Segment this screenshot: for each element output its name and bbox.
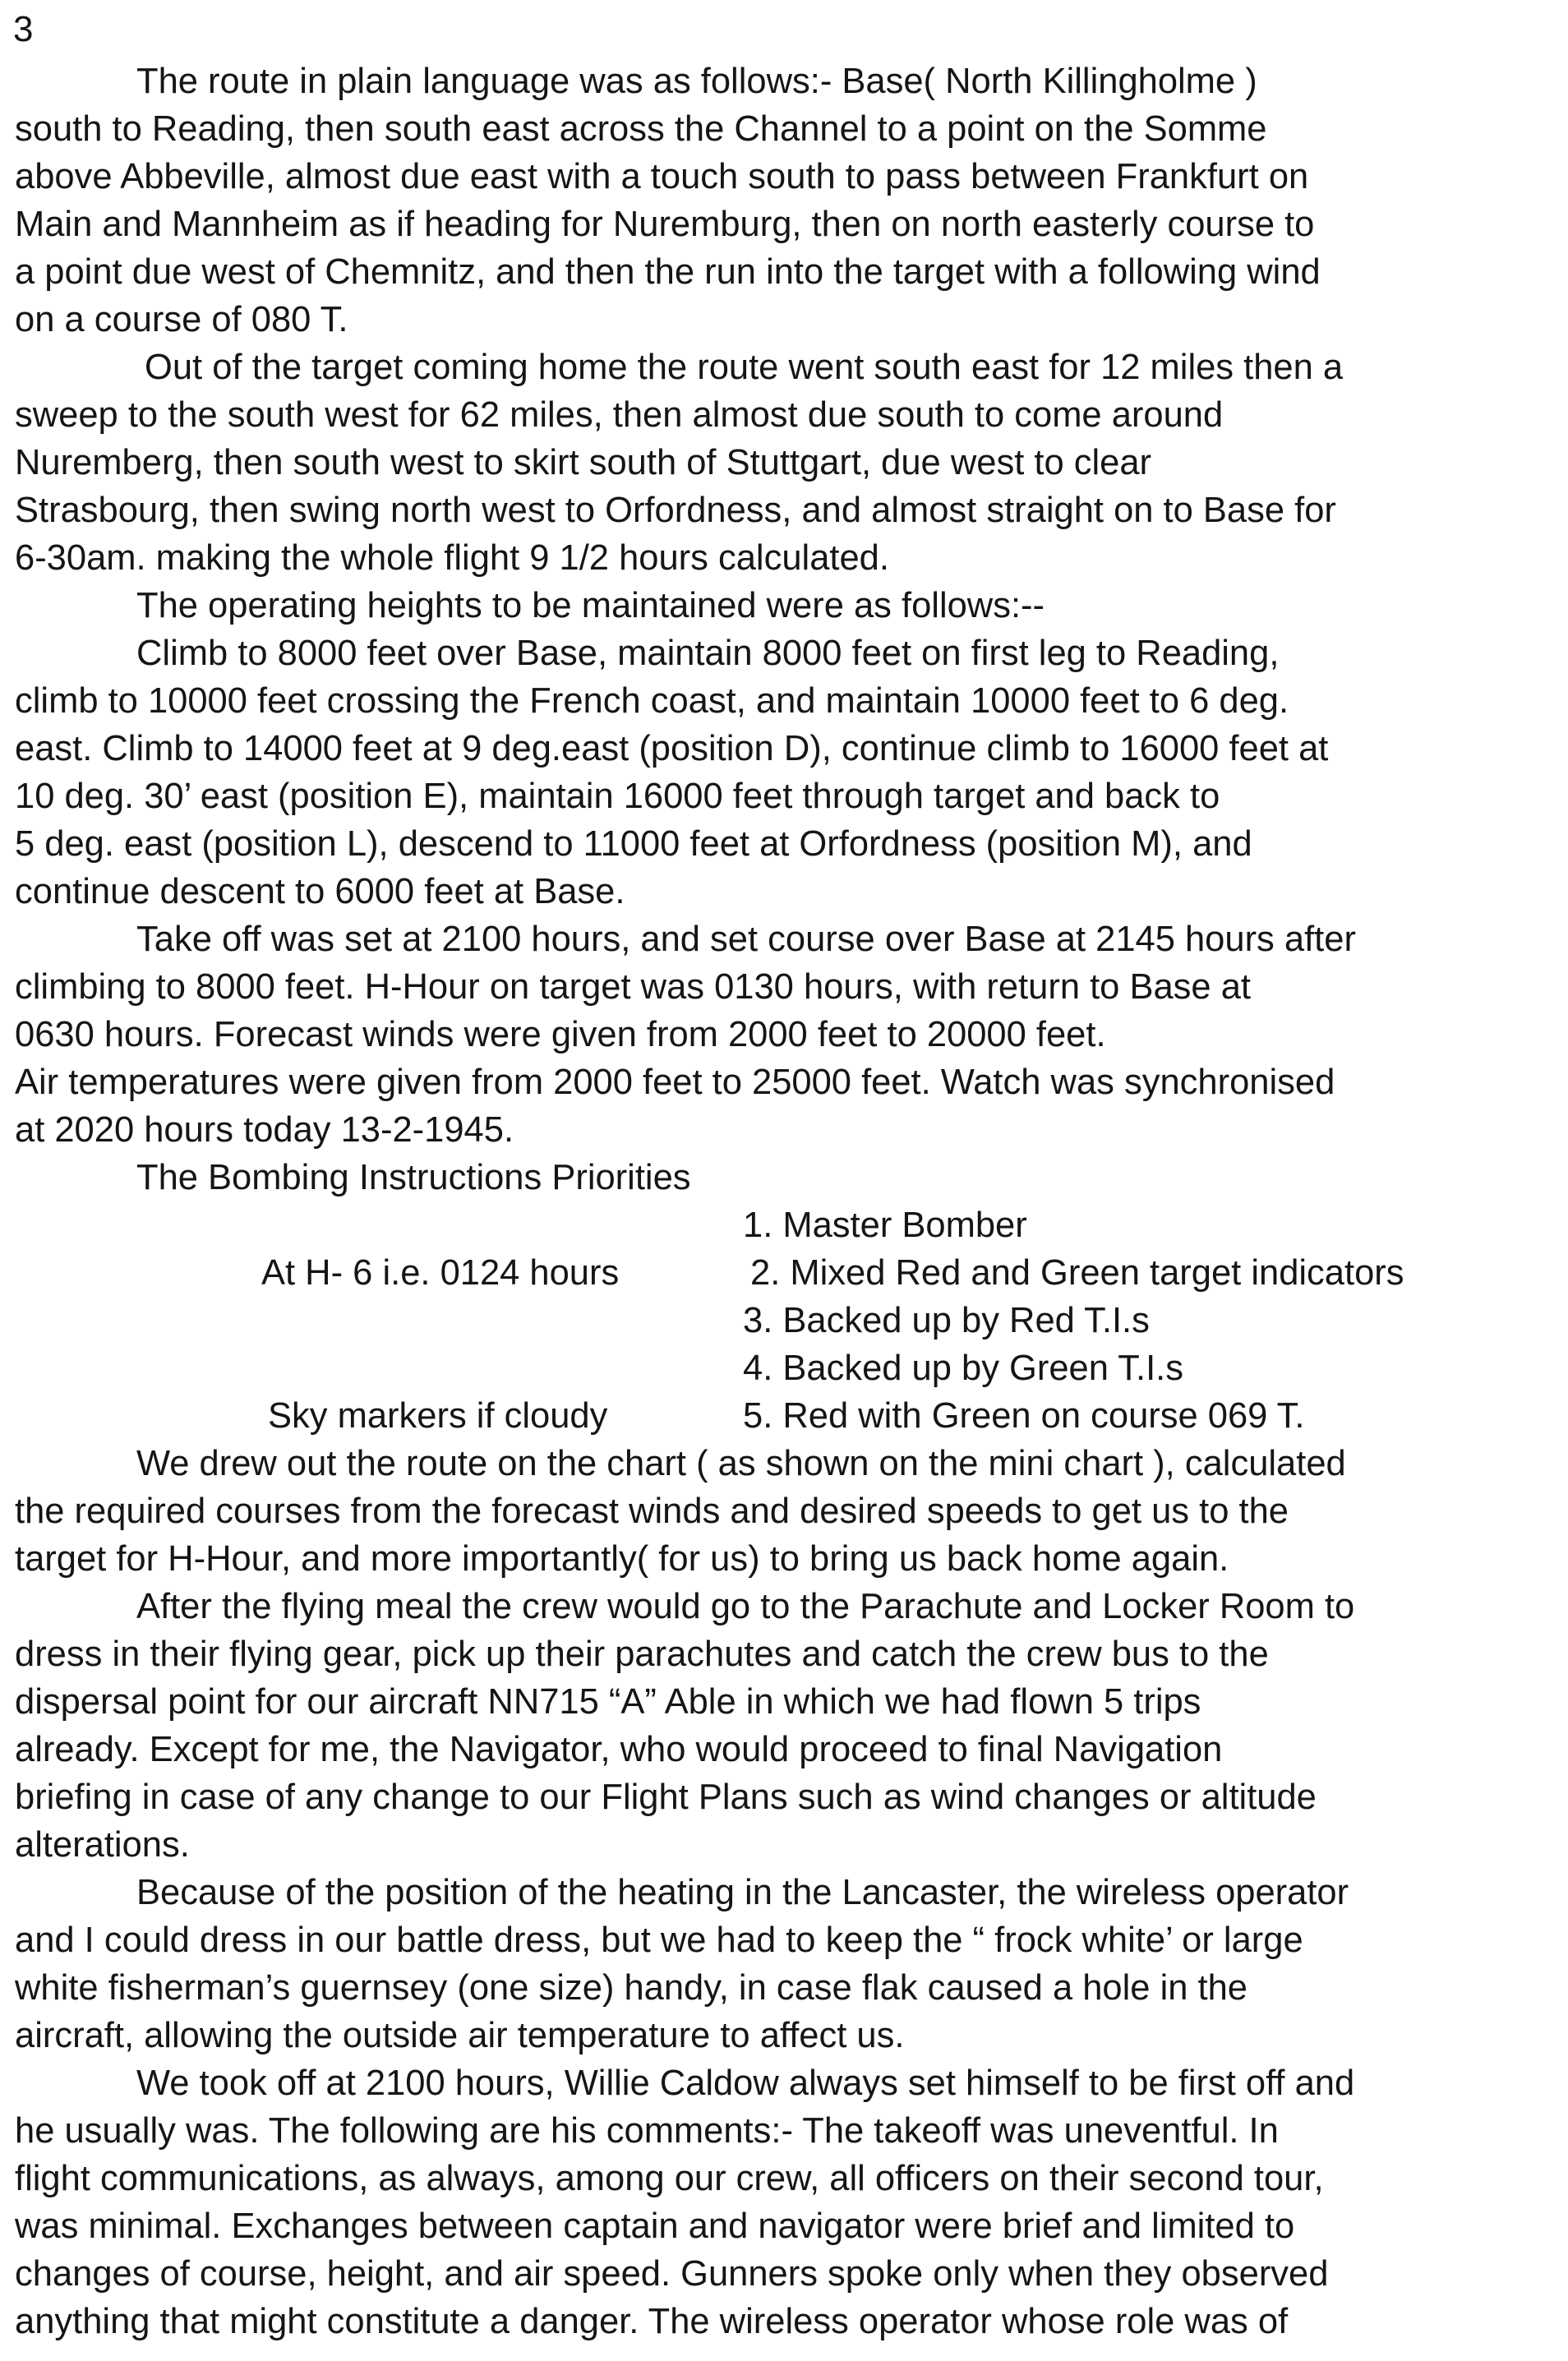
- text-line: the required courses from the forecast winds and desired speeds to get us to the: [15, 1492, 1289, 1531]
- text-line: briefing in case of any change to our Flight Plans such as wind changes or altitude: [15, 1778, 1317, 1817]
- text-line: flight communications, as always, among our crew, all officers on their second tour,: [15, 2159, 1324, 2198]
- priority-item: 3. Backed up by Red T.I.s: [743, 1301, 1150, 1340]
- text-line: climbing to 8000 feet. H-Hour on target was 0130 hours, with return to Base at: [15, 967, 1251, 1007]
- text-line: The route in plain language was as follows:- Base( North Killingholme ): [136, 62, 1257, 101]
- text-line: target for H-Hour, and more importantly( for us) to bring us back home again.: [15, 1539, 1229, 1579]
- text-line: We drew out the route on the chart ( as shown on the mini chart ), calculated: [136, 1444, 1346, 1483]
- text-line: sweep to the south west for 62 miles, then almost due south to come around: [15, 395, 1224, 435]
- text-line: Air temperatures were given from 2000 feet to 25000 feet. Watch was synchronised: [15, 1063, 1335, 1102]
- text-line: The operating heights to be maintained were as follows:--: [136, 586, 1045, 625]
- text-line: was minimal. Exchanges between captain and navigator were brief and limited to: [15, 2207, 1295, 2246]
- priority-item: 5. Red with Green on course 069 T.: [743, 1396, 1305, 1436]
- text-line: dress in their flying gear, pick up their parachutes and catch the crew bus to the: [15, 1635, 1269, 1674]
- text-line: Take off was set at 2100 hours, and set course over Base at 2145 hours after: [136, 920, 1356, 959]
- text-line: We took off at 2100 hours, Willie Caldow always set himself to be first off and: [136, 2064, 1355, 2103]
- text-line: 0630 hours. Forecast winds were given from 2000 feet to 20000 feet.: [15, 1015, 1106, 1054]
- text-line: Climb to 8000 feet over Base, maintain 8000 feet on first leg to Reading,: [136, 634, 1280, 673]
- text-line: 5 deg. east (position L), descend to 11000 feet at Orfordness (position M), and: [15, 824, 1252, 864]
- priority-item: 2. Mixed Red and Green target indicators: [750, 1253, 1404, 1293]
- text-line: 6-30am. making the whole flight 9 1/2 hours calculated.: [15, 538, 889, 578]
- text-line: Nuremberg, then south west to skirt south of Stuttgart, due west to clear: [15, 443, 1152, 482]
- text-line: he usually was. The following are his comments:- The takeoff was uneventful. In: [15, 2111, 1279, 2151]
- priority-timing-label: At H- 6 i.e. 0124 hours: [261, 1253, 620, 1293]
- text-line: white fisherman’s guernsey (one size) handy, in case flak caused a hole in the: [15, 1968, 1247, 2008]
- text-line: and I could dress in our battle dress, but we had to keep the “ frock white’ or large: [15, 1921, 1303, 1960]
- text-line: anything that might constitute a danger. The wireless operator whose role was of: [15, 2302, 1289, 2341]
- text-line: a point due west of Chemnitz, and then the run into the target with a following wind: [15, 252, 1321, 292]
- text-line: Strasbourg, then swing north west to Orfordness, and almost straight on to Base for: [15, 491, 1336, 530]
- text-line: south to Reading, then south east across the Channel to a point on the Somme: [15, 109, 1267, 149]
- text-line: at 2020 hours today 13-2-1945.: [15, 1110, 514, 1150]
- text-line: climb to 10000 feet crossing the French coast, and maintain 10000 feet to 6 deg.: [15, 681, 1289, 721]
- text-line: alterations.: [15, 1825, 190, 1865]
- text-line: Out of the target coming home the route went south east for 12 miles then a: [145, 348, 1344, 387]
- text-line: aircraft, allowing the outside air temperature to affect us.: [15, 2016, 905, 2055]
- text-line: 10 deg. 30’ east (position E), maintain 16000 feet through target and back to: [15, 777, 1220, 816]
- priority-item: 4. Backed up by Green T.I.s: [743, 1349, 1183, 1388]
- text-line: Main and Mannheim as if heading for Nuremburg, then on north easterly course to: [15, 205, 1315, 244]
- page-number: 3: [13, 9, 34, 49]
- priority-item: 1. Master Bomber: [743, 1206, 1027, 1245]
- text-line: dispersal point for our aircraft NN715 “A” Able in which we had flown 5 trips: [15, 1682, 1201, 1722]
- text-line: above Abbeville, almost due east with a touch south to pass between Frankfurt on: [15, 157, 1309, 196]
- text-line: continue descent to 6000 feet at Base.: [15, 872, 625, 911]
- text-line: east. Climb to 14000 feet at 9 deg.east (position D), continue climb to 16000 feet at: [15, 729, 1329, 768]
- priority-cloud-label: Sky markers if cloudy: [268, 1396, 608, 1436]
- text-line: After the flying meal the crew would go to the Parachute and Locker Room to: [136, 1587, 1355, 1626]
- text-line: changes of course, height, and air speed. Gunners spoke only when they observed: [15, 2254, 1329, 2294]
- text-line: already. Except for me, the Navigator, who would proceed to final Navigation: [15, 1730, 1223, 1769]
- text-line: The Bombing Instructions Priorities: [136, 1158, 691, 1197]
- text-line: Because of the position of the heating in the Lancaster, the wireless operator: [136, 1873, 1349, 1912]
- text-line: on a course of 080 T.: [15, 300, 348, 339]
